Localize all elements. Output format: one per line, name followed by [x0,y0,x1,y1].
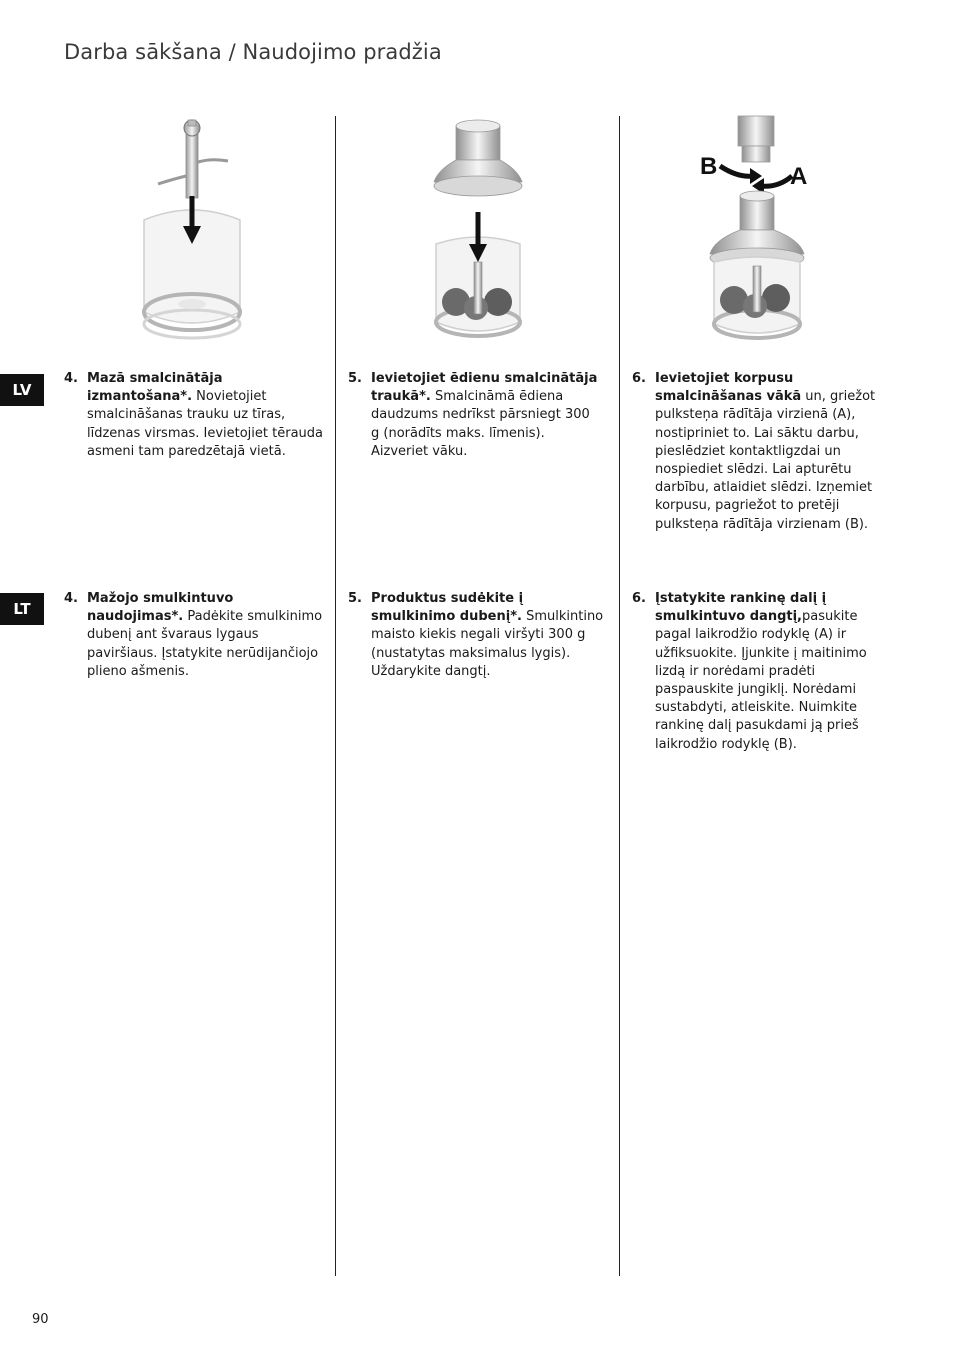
step-heading: Produktus sudėkite į smulkinimo dubenį*. [371,591,524,625]
rotation-label-a: A [790,163,808,190]
step-number: 4. [64,591,78,606]
column-divider [619,116,620,1276]
step-number: 6. [632,591,646,606]
step-heading: Ievietojiet korpusu smalcināšanas vākā [655,371,802,405]
lt-step-6 [632,590,888,754]
blade-insertion-illustration [92,112,292,347]
lv-step-4 [64,370,326,461]
lid-placement-illustration [378,112,578,347]
step-text: Smulkintino maisto kiekis negali viršyti 300 g (nustatytas maksimalus lygis). Uždarykite dangtį. [371,609,604,679]
motor-attach-illustration [662,112,862,347]
step-heading: Mažojo smulkintuvo naudojimas*. [87,591,234,625]
page-title: Darba sākšana / Naudojimo pradžia [64,40,442,64]
step-text: Novietojiet smalcināšanas trauku uz tīras, līdzenas virsmas. Ievietojiet tērauda asmeni tam paredzētajā vietā. [87,389,323,459]
step-number: 5. [348,591,362,606]
rotation-label-b: B [700,153,718,180]
page-number: 90 [32,1312,49,1327]
step-text: pasukite pagal laikrodžio rodyklę (A) ir užfiksuokite. Įjunkite į maitinimo lizdą ir norėdami pradėti paspauskite jungiklį. Norėdami sustabdyti, atleiskite. Nuimkite rankinę dalį pasukdami ją prieš laikrodžio rodyklę (B). [655,609,867,752]
lang-tab-lt: LT [0,593,44,625]
step-text: un, griežot pulksteņa rādītāja virzienā (A), nostipriniet to. Lai sāktu darbu, pieslēdziet kontaktligzdai un nospiediet slēdzi. Lai apturētu darbību, atlaidiet slēdzi. Izņemiet korpusu, pagriežot to pretēji pulksteņa rādītāja virzienam (B). [655,389,876,532]
lv-step-6 [632,370,888,534]
step-text: Smalcināmā ēdiena daudzums nedrīkst pārsniegt 300 g (norādīts maks. līmenis). Aizveriet vāku. [371,389,590,459]
step-heading: Įstatykite rankinę dalį į smulkintuvo dangtį, [655,591,827,625]
step-heading: Ievietojiet ēdienu smalcinātāja traukā*. [371,371,598,405]
lang-tab-lv: LV [0,374,44,406]
step-heading: Mazā smalcinātāja izmantošana*. [87,371,223,405]
lt-step-4 [64,590,326,681]
step-text: Padėkite smulkinimo dubenį ant švaraus lygaus paviršiaus. Įstatykite nerūdijančiojo plieno ašmenis. [87,609,323,679]
step-number: 6. [632,371,646,386]
step-number: 4. [64,371,78,386]
lv-step-5 [348,370,598,461]
step-number: 5. [348,371,362,386]
column-divider [335,116,336,1276]
lt-step-5 [348,590,604,681]
